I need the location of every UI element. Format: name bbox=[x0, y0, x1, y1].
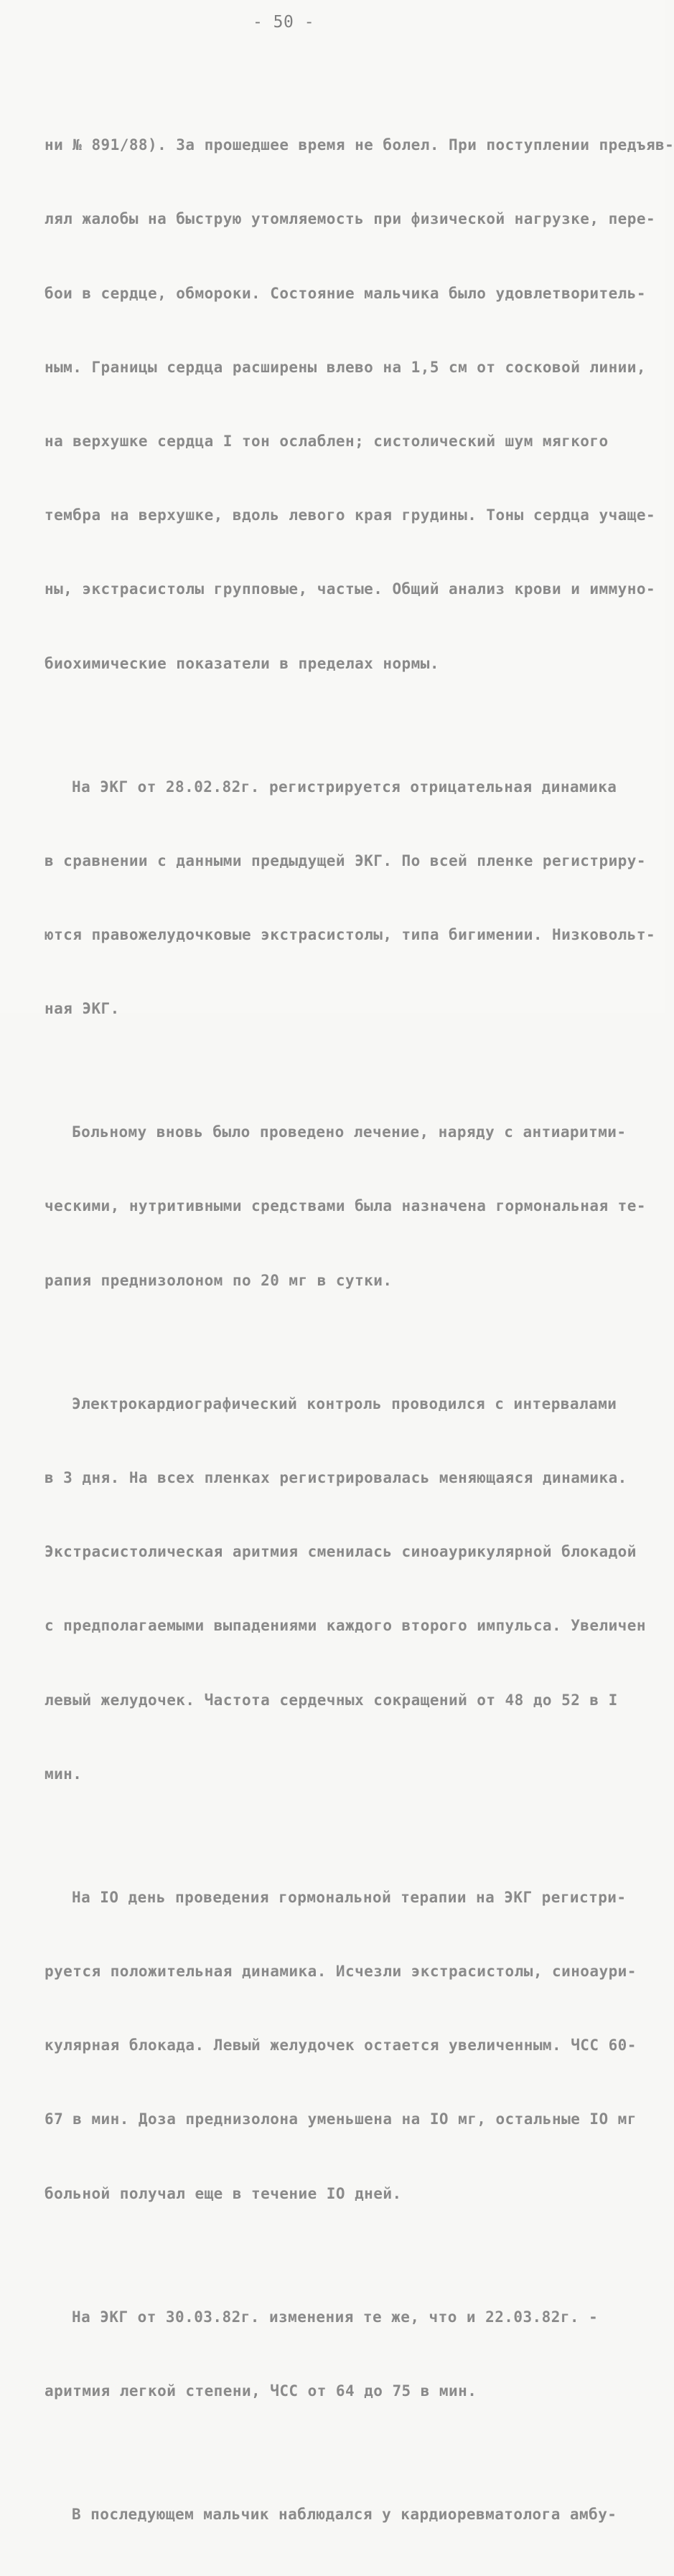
body-text bbox=[45, 59, 674, 2576]
text-line: с предполагаемыми выпадениями каждого второго импульса. Увеличен bbox=[45, 1617, 646, 1635]
text-line: ются правожелудочковые экстрасистолы, типа бигимении. Низковольт- bbox=[45, 926, 656, 944]
text-line: рапия преднизолоном по 20 мг в сутки. bbox=[45, 1271, 393, 1289]
text-line: кулярная блокада. Левый желудочек остается увеличенным. ЧСС 60- bbox=[45, 2037, 637, 2054]
text-line: Экстрасистолическая аритмия сменилась синоаурикулярной блокадой bbox=[45, 1543, 637, 1561]
text-line: На ЭКГ от 30.03.82г. изменения те же, что и 22.03.82г. - bbox=[72, 2308, 599, 2326]
text-line: больной получал еще в течение IO дней. bbox=[45, 2184, 402, 2202]
text-line: мин. bbox=[45, 1765, 83, 1783]
text-line: аритмия легкой степени, ЧСС от 64 до 75 в мин. bbox=[45, 2382, 477, 2400]
text-line: ческими, нутритивными средствами была назначена гормональная те- bbox=[45, 1197, 646, 1215]
text-line: левый желудочек. Частота сердечных сокращений от 48 до 52 в I bbox=[45, 1691, 618, 1709]
text-line: На ЭКГ от 28.02.82г. регистрируется отрицательная динамика bbox=[72, 778, 617, 796]
text-line: ным. Границы сердца расширены влево на 1,5 см от сосковой линии, bbox=[45, 358, 646, 376]
page-number: - 50 - bbox=[252, 13, 315, 32]
text-line: в сравнении с данными предыдущей ЭКГ. По всей пленке регистриру- bbox=[45, 851, 646, 869]
text-line: в 3 дня. На всех пленках регистрировалась меняющаяся динамика. bbox=[45, 1468, 627, 1486]
text-line: руется положительная динамика. Исчезли экстрасистолы, синоаури- bbox=[45, 1962, 637, 1980]
text-line: лял жалобы на быструю утомляемость при физической нагрузке, пере- bbox=[45, 210, 656, 228]
text-line: ни № 891/88). За прошедшее время не болел. При поступлении предъяв- bbox=[45, 136, 674, 154]
text-line: Больному вновь было проведено лечение, наряду с антиаритми- bbox=[72, 1123, 627, 1141]
text-line: На IO день проведения гормональной терапии на ЭКГ регистри- bbox=[72, 1888, 627, 1906]
text-line: Электрокардиографический контроль проводился с интервалами bbox=[72, 1395, 617, 1412]
text-line: бои в сердце, обмороки. Состояние мальчика было удовлетворитель- bbox=[45, 284, 646, 302]
text-line: на верхушке сердца I тон ослаблен; систолический шум мягкого bbox=[45, 433, 609, 450]
text-line: 67 в мин. Доза преднизолона уменьшена на IO мг, остальные IO мг bbox=[45, 2110, 637, 2128]
text-line: биохимические показатели в пределах нормы. bbox=[45, 654, 439, 672]
text-line: ны, экстрасистолы групповые, частые. Общий анализ крови и иммуно- bbox=[45, 580, 656, 598]
text-line: ная ЭКГ. bbox=[45, 1000, 120, 1018]
text-line: В последующем мальчик наблюдался у кардиоревматолога амбу- bbox=[72, 2505, 617, 2523]
text-line: тембра на верхушке, вдоль левого края грудины. Тоны сердца учаще- bbox=[45, 506, 656, 524]
